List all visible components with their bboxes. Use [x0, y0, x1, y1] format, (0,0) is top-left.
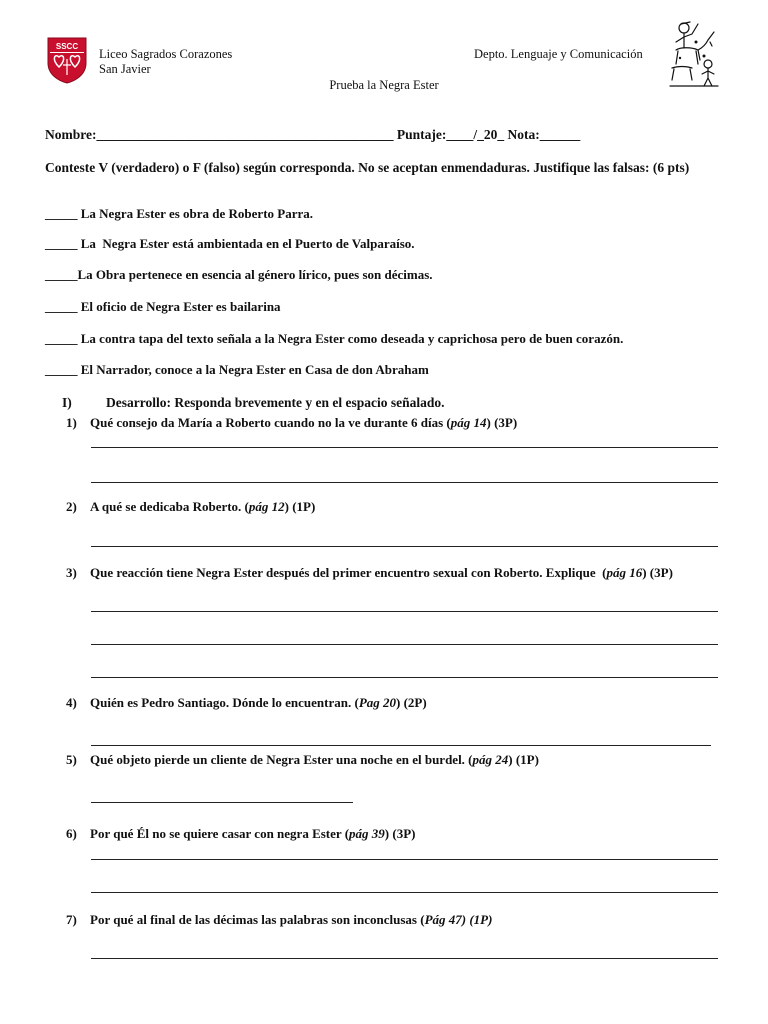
student-info-line — [45, 127, 580, 143]
answer-line[interactable] — [91, 644, 718, 645]
instructions: Conteste V (verdadero) o F (falso) según corresponda. No se aceptan enmendaduras. Justifique las falsas: (6 pts) — [45, 160, 690, 175]
page-reference: pág 24 — [472, 752, 509, 767]
question-points: ) (2P) — [396, 695, 427, 710]
statement-text: La Obra pertenece en esencia al género lírico, pues son décimas. — [77, 267, 433, 282]
statement-text: La Negra Ester es obra de Roberto Parra. — [80, 206, 314, 221]
answer-blank[interactable]: _____ — [45, 206, 78, 221]
section-heading — [62, 395, 444, 411]
page-reference: pág 14 — [450, 415, 487, 430]
page-reference: Pág 47) (1P) — [424, 912, 493, 927]
question-text: Qué objeto pierde un cliente de Negra Ester una noche en el burdel. ( — [90, 752, 473, 767]
answer-line[interactable] — [91, 447, 718, 448]
true-false-item — [45, 331, 623, 347]
answer-line[interactable] — [91, 802, 353, 803]
true-false-item — [45, 267, 433, 283]
question-text: Que reacción tiene Negra Ester después del primer encuentro sexual con Roberto. Explique ( — [90, 565, 607, 580]
answer-line[interactable] — [91, 859, 718, 860]
page-reference: pág 39 — [349, 826, 385, 841]
question-number: 7) — [66, 912, 77, 927]
question-number: 4) — [66, 695, 77, 710]
question-7 — [66, 912, 492, 928]
question-points: ) (3P) — [486, 415, 518, 430]
name-label: Nombre: — [45, 127, 97, 142]
question-text: A qué se dedicaba Roberto. ( — [90, 499, 249, 514]
department-label: Depto. Lenguaje y Comunicación — [474, 47, 643, 61]
true-false-item — [45, 299, 281, 315]
answer-line[interactable] — [91, 482, 718, 483]
question-number: 5) — [66, 752, 77, 767]
answer-line[interactable] — [91, 892, 718, 893]
page-reference: pág 12 — [248, 499, 285, 514]
question-text: Por qué al final de las décimas las palabras son inconclusas ( — [90, 912, 425, 927]
grade-field[interactable]: ______ — [539, 127, 581, 142]
logo-text: SSCC — [55, 42, 79, 51]
question-2 — [66, 499, 315, 515]
answer-line[interactable] — [91, 546, 718, 547]
answer-blank[interactable]: _____ — [45, 362, 78, 377]
answer-line[interactable] — [91, 611, 718, 612]
name-field[interactable]: ____________________________________________ — [96, 127, 394, 142]
question-5 — [66, 752, 539, 768]
section-number: I) — [62, 395, 72, 410]
true-false-item — [45, 206, 313, 222]
answer-blank[interactable]: _____ — [45, 299, 78, 314]
school-shield-logo — [47, 37, 87, 84]
answer-line[interactable] — [91, 958, 718, 959]
question-points: ) (1P) — [284, 499, 316, 514]
question-points: ) (3P) — [384, 826, 416, 841]
question-number: 1) — [66, 415, 77, 430]
question-4 — [66, 695, 427, 711]
question-number: 6) — [66, 826, 77, 841]
score-field[interactable]: ____/_20_ — [446, 127, 505, 142]
school-city: San Javier — [99, 62, 151, 76]
question-number: 3) — [66, 565, 77, 580]
question-6 — [66, 826, 415, 842]
question-points: ) (1P) — [508, 752, 539, 767]
answer-line[interactable] — [91, 677, 718, 678]
school-block — [99, 47, 232, 77]
answer-line[interactable] — [91, 745, 711, 746]
statement-text: El Narrador, conoce a la Negra Ester en Casa de don Abraham — [80, 362, 429, 377]
answer-blank[interactable]: _____ — [45, 267, 78, 282]
page-reference: pág 16 — [606, 565, 643, 580]
section-title: Desarrollo: Responda brevemente y en el espacio señalado. — [106, 395, 445, 410]
page-reference: Pag 20 — [358, 695, 397, 710]
statement-text: La contra tapa del texto señala a la Negra Ester como deseada y caprichosa pero de buen corazón. — [80, 331, 624, 346]
answer-blank[interactable]: _____ — [45, 331, 78, 346]
question-text: Por qué Él no se quiere casar con negra Ester ( — [90, 826, 350, 841]
question-3 — [66, 565, 673, 581]
true-false-item — [45, 362, 429, 378]
answer-blank[interactable]: _____ — [45, 236, 78, 251]
question-points: ) (3P) — [642, 565, 673, 580]
test-title: Prueba la Negra Ester — [329, 78, 439, 92]
statement-text: La Negra Ester está ambientada en el Puerto de Valparaíso. — [80, 236, 415, 251]
question-text: Qué consejo da María a Roberto cuando no la ve durante 6 días ( — [90, 415, 451, 430]
score-label: Puntaje: — [396, 127, 447, 142]
question-1 — [66, 415, 517, 431]
question-text: Quién es Pedro Santiago. Dónde lo encuentran. ( — [90, 695, 359, 710]
true-false-item — [45, 236, 415, 252]
grade-label: Nota: — [507, 127, 540, 142]
school-name: Liceo Sagrados Corazones — [99, 47, 233, 61]
statement-text: El oficio de Negra Ester es bailarina — [80, 299, 281, 314]
question-number: 2) — [66, 499, 77, 514]
